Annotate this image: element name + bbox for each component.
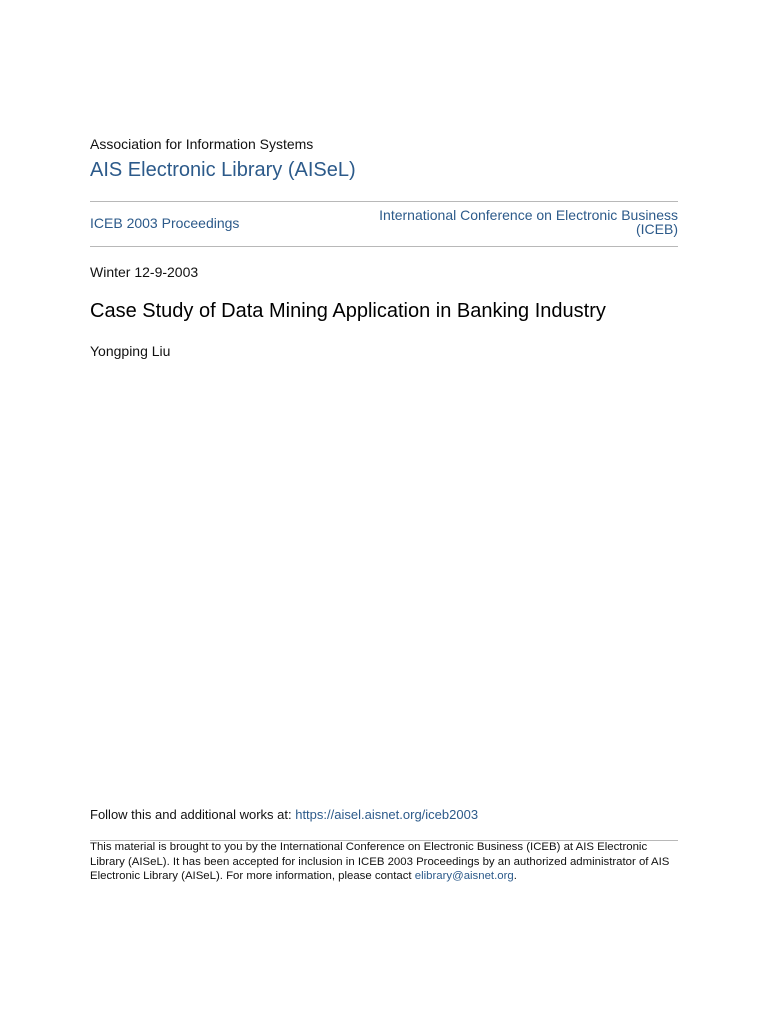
library-link[interactable]: AIS Electronic Library (AISeL) [90,159,356,181]
cover-page [90,0,678,1024]
conference-link-line1: International Conference on Electronic Business [379,207,678,223]
copyright-notice [90,840,678,884]
follow-line [90,806,478,823]
notice-line2: Library (AISeL). It has been accepted for inclusion in ICEB 2003 Proceedings by an authorized administrator of AIS [90,855,670,868]
author-name: Yongping Liu [90,343,171,359]
paper-title: Case Study of Data Mining Application in Banking Industry [90,300,606,322]
follow-text: Follow this and additional works at: [90,807,296,822]
publication-date: Winter 12-9-2003 [90,264,199,280]
proceedings-link[interactable]: ICEB 2003 Proceedings [90,215,240,231]
notice-line1: This material is brought to you by the International Conference on Electronic Business (ICEB) at AIS Electronic [90,841,648,853]
divider-middle [90,246,678,247]
organization-name: Association for Information Systems [90,136,314,152]
follow-link[interactable]: https://aisel.aisnet.org/iceb2003 [295,807,479,822]
notice-line3: Electronic Library (AISeL). For more information, please contact [90,870,415,883]
conference-link[interactable] [358,208,678,236]
notice-end: . [513,870,517,883]
divider-top [90,201,678,202]
conference-link-line2: (ICEB) [636,221,678,237]
contact-email-link[interactable]: elibrary@aisnet.org [414,870,514,883]
